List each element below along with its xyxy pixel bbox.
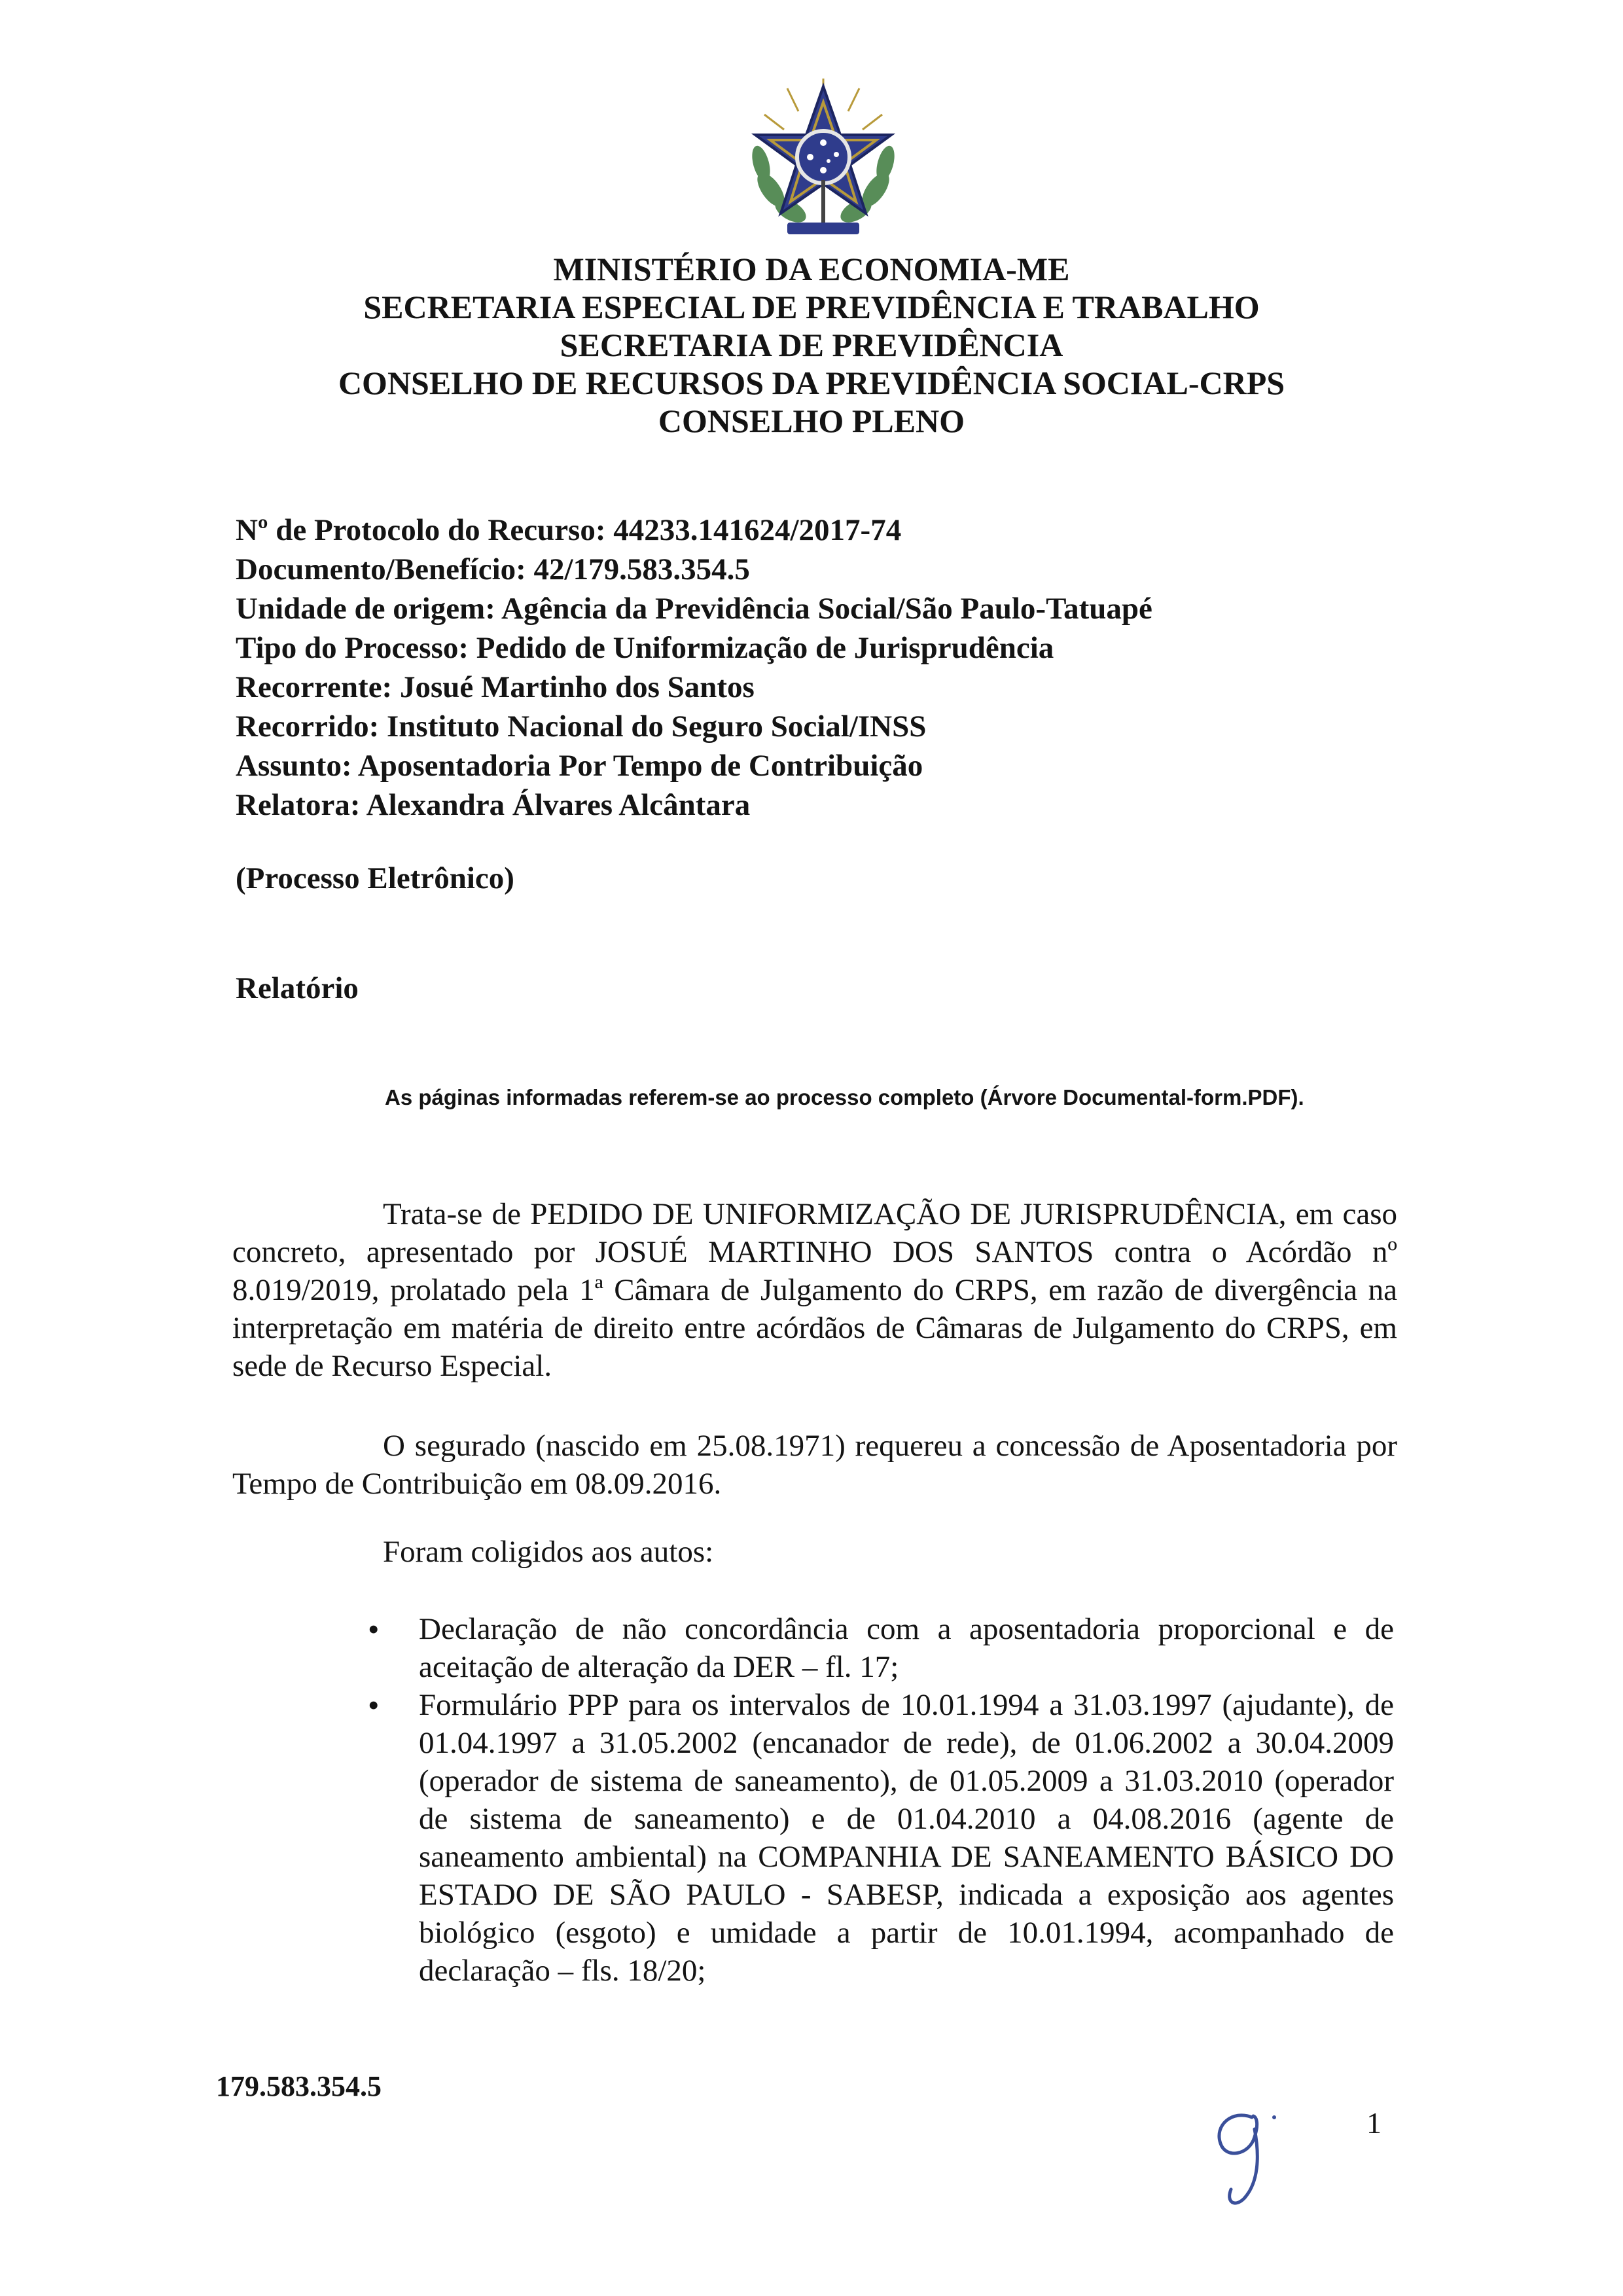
- case-metadata: [236, 511, 1414, 825]
- meta-unidade: Unidade de origem: Agência da Previdência Social/São Paulo-Tatuapé: [236, 592, 1152, 626]
- meta-protocolo: Nº de Protocolo do Recurso: 44233.141624/2017-74: [236, 513, 902, 547]
- meta-relatora: Relatora: Alexandra Álvares Alcântara: [236, 788, 751, 822]
- meta-tipo: Tipo do Processo: Pedido de Uniformização de Jurisprudência: [236, 631, 1054, 665]
- brazil-coat-of-arms-icon: [725, 65, 921, 262]
- processo-label: (Processo Eletrônico): [236, 861, 514, 895]
- paragraph-3: [232, 1533, 1397, 1571]
- section-title: Relatório: [236, 971, 359, 1005]
- paragraph-1: [232, 1195, 1397, 1385]
- paragraph-2: [232, 1427, 1397, 1503]
- paragraph-1-text: Trata-se de PEDIDO DE UNIFORMIZAÇÃO DE JURISPRUDÊNCIA, em caso concreto, apresentado por JOSUÉ MARTINHO DOS SANTOS contra o Acórdão nº 8.019/2019, prolatado pela 1ª Câmara de Julgamento do CRPS, em razão de divergência na interpretação em matéria de direito entre acórdãos de Câmaras de Julgamento do CRPS, em sede de Recurso Especial.: [232, 1197, 1397, 1383]
- meta-documento: Documento/Benefício: 42/179.583.354.5: [236, 552, 750, 586]
- paragraph-3-text: Foram coligidos aos autos:: [383, 1535, 714, 1569]
- header-council: CONSELHO DE RECURSOS DA PREVIDÊNCIA SOCIAL-CRPS: [338, 365, 1285, 401]
- meta-recorrente: Recorrente: Josué Martinho dos Santos: [236, 670, 755, 704]
- crest-ribbon: [787, 223, 859, 234]
- paragraph-2-text: O segurado (nascido em 25.08.1971) requereu a concessão de Aposentadoria por Tempo de Contribuição em 08.09.2016.: [232, 1429, 1397, 1501]
- header-block: [196, 250, 1427, 440]
- meta-recorrido: Recorrido: Instituto Nacional do Seguro Social/INSS: [236, 709, 927, 744]
- header-ministry: MINISTÉRIO DA ECONOMIA-ME: [553, 251, 1070, 287]
- page-number: 1: [1366, 2106, 1382, 2140]
- handwritten-initial: [1194, 2091, 1293, 2215]
- list-item: • Declaração de não concordância com a aposentadoria proporcional e de aceitação de alteração da DER – fl. 17;: [419, 1610, 1394, 1686]
- footer-document-id: 179.583.354.5: [216, 2070, 382, 2102]
- list-item: • Formulário PPP para os intervalos de 10.01.1994 a 31.03.1997 (ajudante), de 01.04.1997 a 31.05.2002 (encanador de rede), de 01.06.2002 a 30.04.2009 (operador de sistema de saneamento), de 01.05.2009 a 31.03.2010 (operador de sistema de saneamento) e de 01.04.2010 a 04.08.2016 (agente de saneamento ambiental) na COMPANHIA DE SANEAMENTO BÁSICO DO ESTADO DE SÃO PAULO - SABESP, indicada a exposição aos agentes biológico (esgoto) e umidade a partir de 10.01.1994, acompanhado de declaração – fls. 18/20;: [419, 1686, 1394, 1990]
- header-special-secretariat: SECRETARIA ESPECIAL DE PREVIDÊNCIA E TRABALHO: [363, 289, 1260, 325]
- evidence-list: [419, 1610, 1394, 1990]
- meta-assunto: Assunto: Aposentadoria Por Tempo de Contribuição: [236, 749, 923, 783]
- pages-note: As páginas informadas referem-se ao processo completo (Árvore Documental-form.PDF).: [385, 1085, 1304, 1109]
- header-secretariat: SECRETARIA DE PREVIDÊNCIA: [560, 327, 1063, 363]
- header-plenary: CONSELHO PLENO: [658, 403, 965, 439]
- crest-center-disc: [797, 131, 849, 183]
